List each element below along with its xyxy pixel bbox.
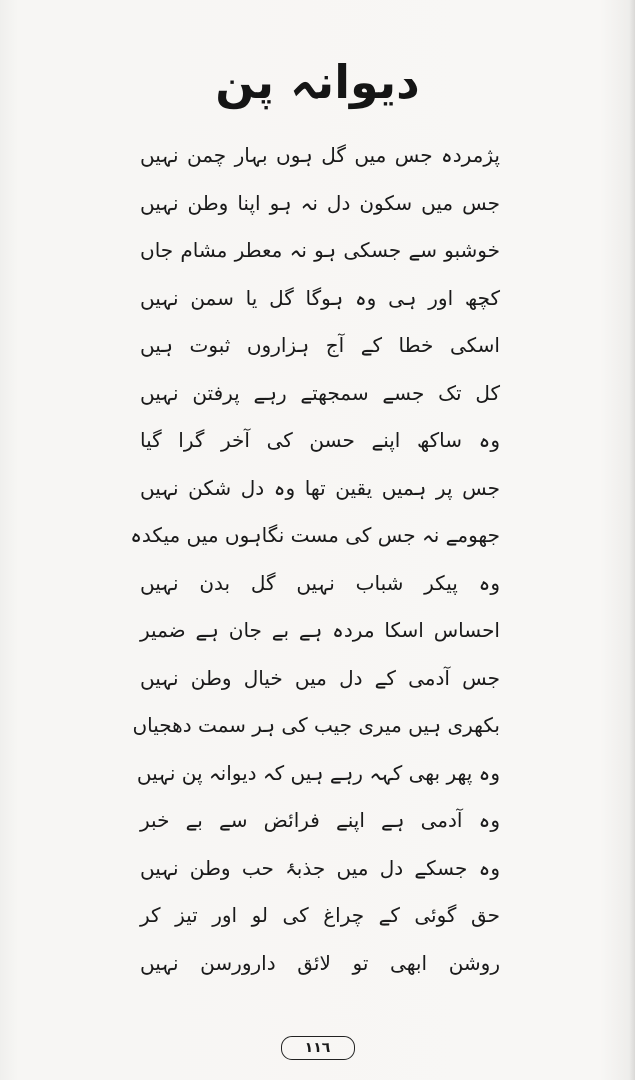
verse-line: وہ پیکر شباب نہیں گل بدن نہیں <box>140 570 500 595</box>
verse-line: روشن ابھی تو لائق دارورسن نہیں <box>140 950 500 975</box>
verse-line: پژمردہ جس میں گل ہوں بہار چمن نہیں <box>140 143 500 167</box>
page-edge-shadow <box>629 0 635 1080</box>
poem-body <box>130 132 500 987</box>
verse-line: وہ پھر بھی کہہ رہے ہیں کہ دیوانہ پن نہیں <box>136 760 500 785</box>
verse-line: کل تک جسے سمجھتے رہے پرفتن نہیں <box>140 380 500 405</box>
verse-line: اسکی خطا کے آج ہزاروں ثبوت ہیں <box>140 333 500 357</box>
poem-title: دیوانہ پن <box>215 55 420 109</box>
verse-line: جس پر ہمیں یقین تھا وہ دل شکن نہیں <box>140 475 500 500</box>
verse-line: جھومے نہ جس کی مست نگاہوں میں میکدہ <box>130 523 500 547</box>
page-number: ۱۱٦ <box>281 1036 355 1060</box>
verse-line: خوشبو سے جسکی ہو نہ معطر مشام جاں <box>140 238 500 262</box>
verse-line: حق گوئی کے چراغ کی لو اور تیز کر <box>140 903 500 927</box>
page-footer <box>0 1036 635 1060</box>
verse-line: وہ ساکھ اپنے حسن کی آخر گرا گیا <box>140 428 500 452</box>
verse-line: وہ آدمی ہے اپنے فرائض سے بے خبر <box>140 808 500 832</box>
verse-line: وہ جسکے دل میں جذبۂ حب وطن نہیں <box>140 855 500 880</box>
verse-line: کچھ اور ہی وہ ہوگا گل یا سمن نہیں <box>140 285 500 310</box>
verse-line: جس آدمی کے دل میں خیال وطن نہیں <box>140 665 500 690</box>
verse-line: جس میں سکون دل نہ ہو اپنا وطن نہیں <box>140 190 500 215</box>
verse-line: بکھری ہیں میری جیب کی ہر سمت دھجیاں <box>132 713 500 737</box>
verse-line: احساس اسکا مردہ ہے بے جان ہے ضمیر <box>140 618 500 642</box>
